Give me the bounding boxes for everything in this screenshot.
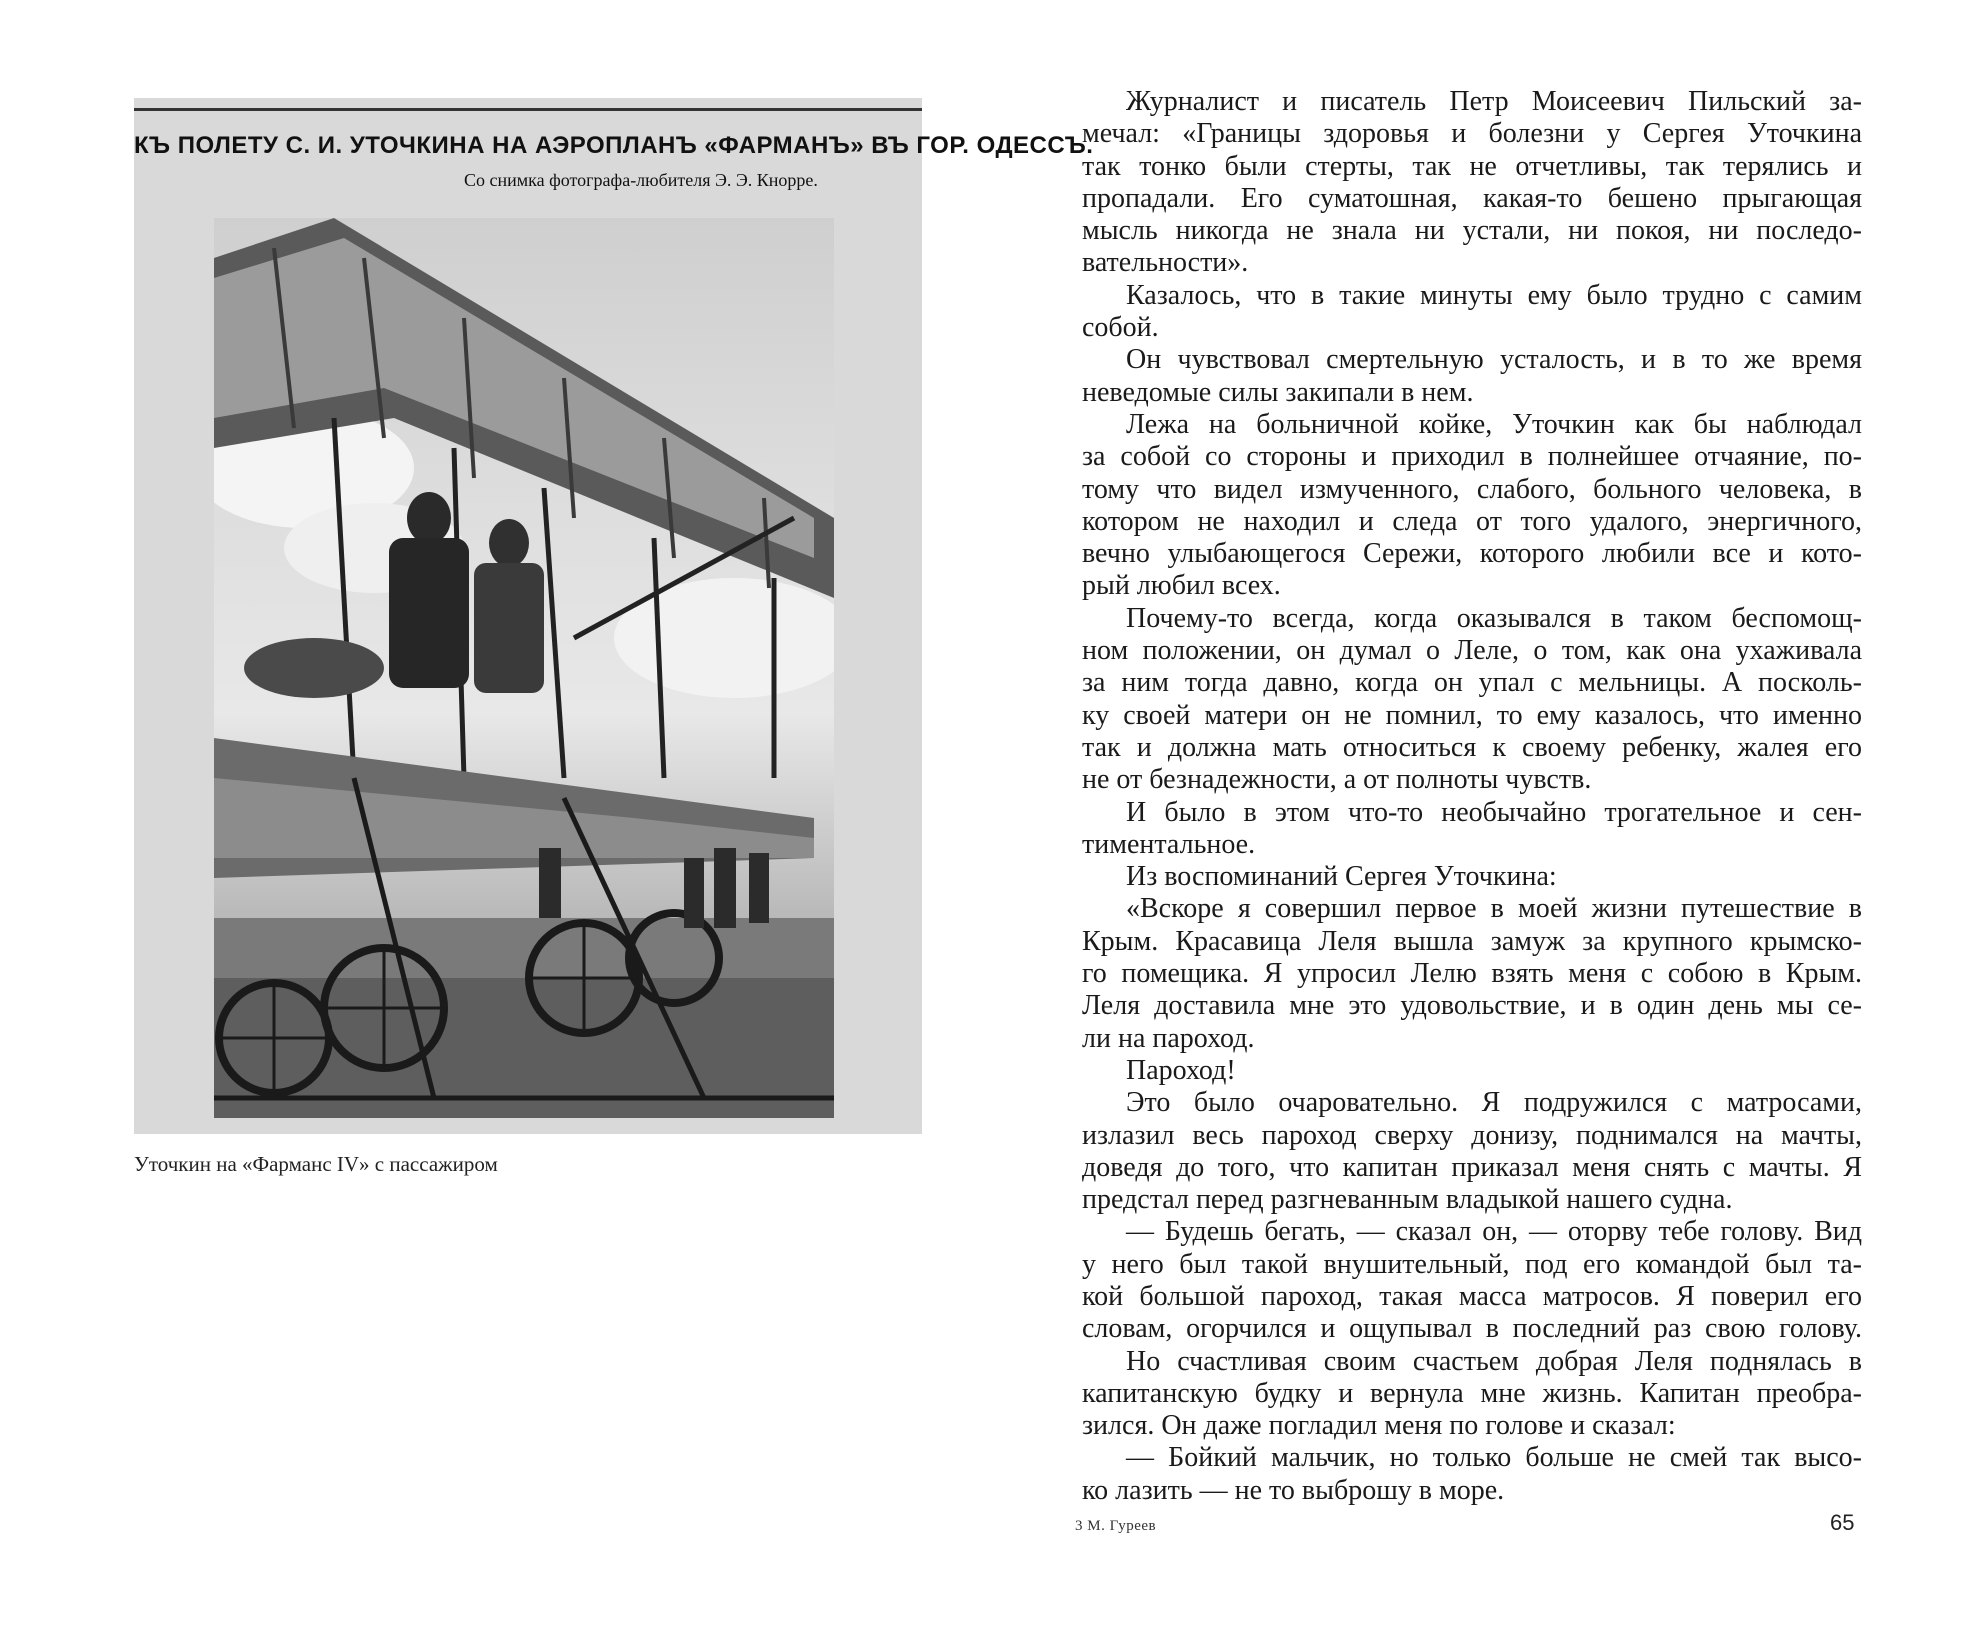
text-line: — Будешь бегать, — сказал он, — оторву тебе голову. Вид <box>1126 1216 1862 1248</box>
biplane-photo-icon <box>214 218 834 1118</box>
photo-plate <box>134 98 1094 1134</box>
text-line: не от безнадежности, а от полноты чувств. <box>1082 764 1592 796</box>
text-line: так и должна мать относиться к своему ребенку, жалея его <box>1082 731 1862 763</box>
text-line: Лежа на больничной койке, Уточкин как бы наблюдал <box>1126 408 1862 440</box>
text-line: Почему-то всегда, когда оказывался в таком беспомощ- <box>1126 602 1862 634</box>
plate-heading: КЪ ПОЛЕТУ С. И. УТОЧКИНА НА АЭРОПЛАНЪ «ФАРМАНЪ» ВЪ ГОР. ОДЕССЪ. <box>134 132 1094 159</box>
text-line: так тонко были стерты, так не отчетливы, так терялись и <box>1082 150 1862 182</box>
text-line: ном положении, он думал о Леле, о том, как она ухаживала <box>1082 635 1862 667</box>
text-line: пропадали. Его суматошная, какая-то бешено прыгающая <box>1082 182 1862 214</box>
text-line: вечно улыбающегося Сережи, которого любили все и кото- <box>1082 538 1862 570</box>
text-line: Казалось, что в такие минуты ему было трудно с самим <box>1126 279 1862 311</box>
text-line: мысль никогда не знала ни устали, ни покоя, ни последо- <box>1082 215 1862 247</box>
text-line: ли на пароход. <box>1082 1022 1255 1054</box>
plate-top-rule <box>134 108 922 111</box>
text-line: Он чувствовал смертельную усталость, и в то же время <box>1126 344 1862 376</box>
text-line: словам, огорчился и ощупывал в последний раз свою голову. <box>1082 1313 1862 1345</box>
text-line: вательности». <box>1082 247 1249 279</box>
signature-mark: 3 М. Гуреев <box>1075 1518 1157 1534</box>
text-line: тому что видел измученного, слабого, больного человека, в <box>1082 473 1862 505</box>
text-line: го помещика. Я упросил Лелю взять меня с собою в Крым. <box>1082 958 1862 990</box>
text-line: ко лазить — не то выброшу в море. <box>1082 1474 1505 1506</box>
text-line: у него был такой внушительный, под его командой был та- <box>1082 1248 1862 1280</box>
page-number: 65 <box>1830 1510 1855 1535</box>
text-line: собой. <box>1082 312 1159 344</box>
text-line: Из воспоминаний Сергея Уточкина: <box>1126 861 1557 893</box>
text-line: Леля доставила мне это удовольствие, и в один день мы се- <box>1082 990 1862 1022</box>
text-line: котором не находил и следа от того удалого, энергичного, <box>1082 505 1862 537</box>
text-line: рый любил всех. <box>1082 570 1281 602</box>
text-line: капитанскую будку и вернула мне жизнь. Капитан преобра- <box>1082 1377 1862 1409</box>
text-line: предстал перед разгневанным владыкой нашего судна. <box>1082 1184 1733 1216</box>
text-line: тиментальное. <box>1082 828 1256 860</box>
text-line: за собой со стороны и приходил в полнейшее отчаяние, по- <box>1082 441 1862 473</box>
text-line: Крым. Красавица Леля вышла замуж за крупного крымско- <box>1082 925 1862 957</box>
text-line: Это было очаровательно. Я подружился с матросами, <box>1126 1087 1862 1119</box>
text-line: Но счастливая своим счастьем добрая Леля поднялась в <box>1126 1345 1862 1377</box>
text-line: кой большой пароход, такая масса матросов. Я поверил его <box>1082 1280 1862 1312</box>
text-line: зился. Он даже погладил меня по голове и сказал: <box>1082 1410 1676 1442</box>
text-line: излазил весь пароход сверху донизу, поднимался на мачты, <box>1082 1119 1862 1151</box>
plate-credit: Со снимка фотографа-любителя Э. Э. Кнорре. <box>464 170 818 190</box>
text-line: Журналист и писатель Петр Моисеевич Пильский за- <box>1126 86 1862 117</box>
text-line: И было в этом что-то необычайно трогательное и сен- <box>1126 796 1862 828</box>
body-text <box>1082 86 1862 1507</box>
text-line: ку своей матери он не помнил, то ему казалось, что именно <box>1082 699 1862 731</box>
text-line: — Бойкий мальчик, но только больше не смей так высо- <box>1126 1442 1862 1474</box>
text-line: за ним тогда давно, когда он упал с мельницы. А посколь- <box>1082 667 1862 699</box>
biplane-photo <box>214 218 834 1118</box>
text-line: неведомые силы закипали в нем. <box>1082 376 1474 408</box>
text-line: мечал: «Границы здоровья и болезни у Сергея Уточкина <box>1082 118 1862 150</box>
text-line: доведя до того, что капитан приказал меня снять с мачты. Я <box>1082 1151 1862 1183</box>
text-line: Пароход! <box>1126 1054 1236 1086</box>
text-line: «Вскоре я совершил первое в моей жизни путешествие в <box>1126 893 1862 925</box>
photo-caption: Уточкин на «Фарманс IV» с пассажиром <box>134 1152 498 1176</box>
